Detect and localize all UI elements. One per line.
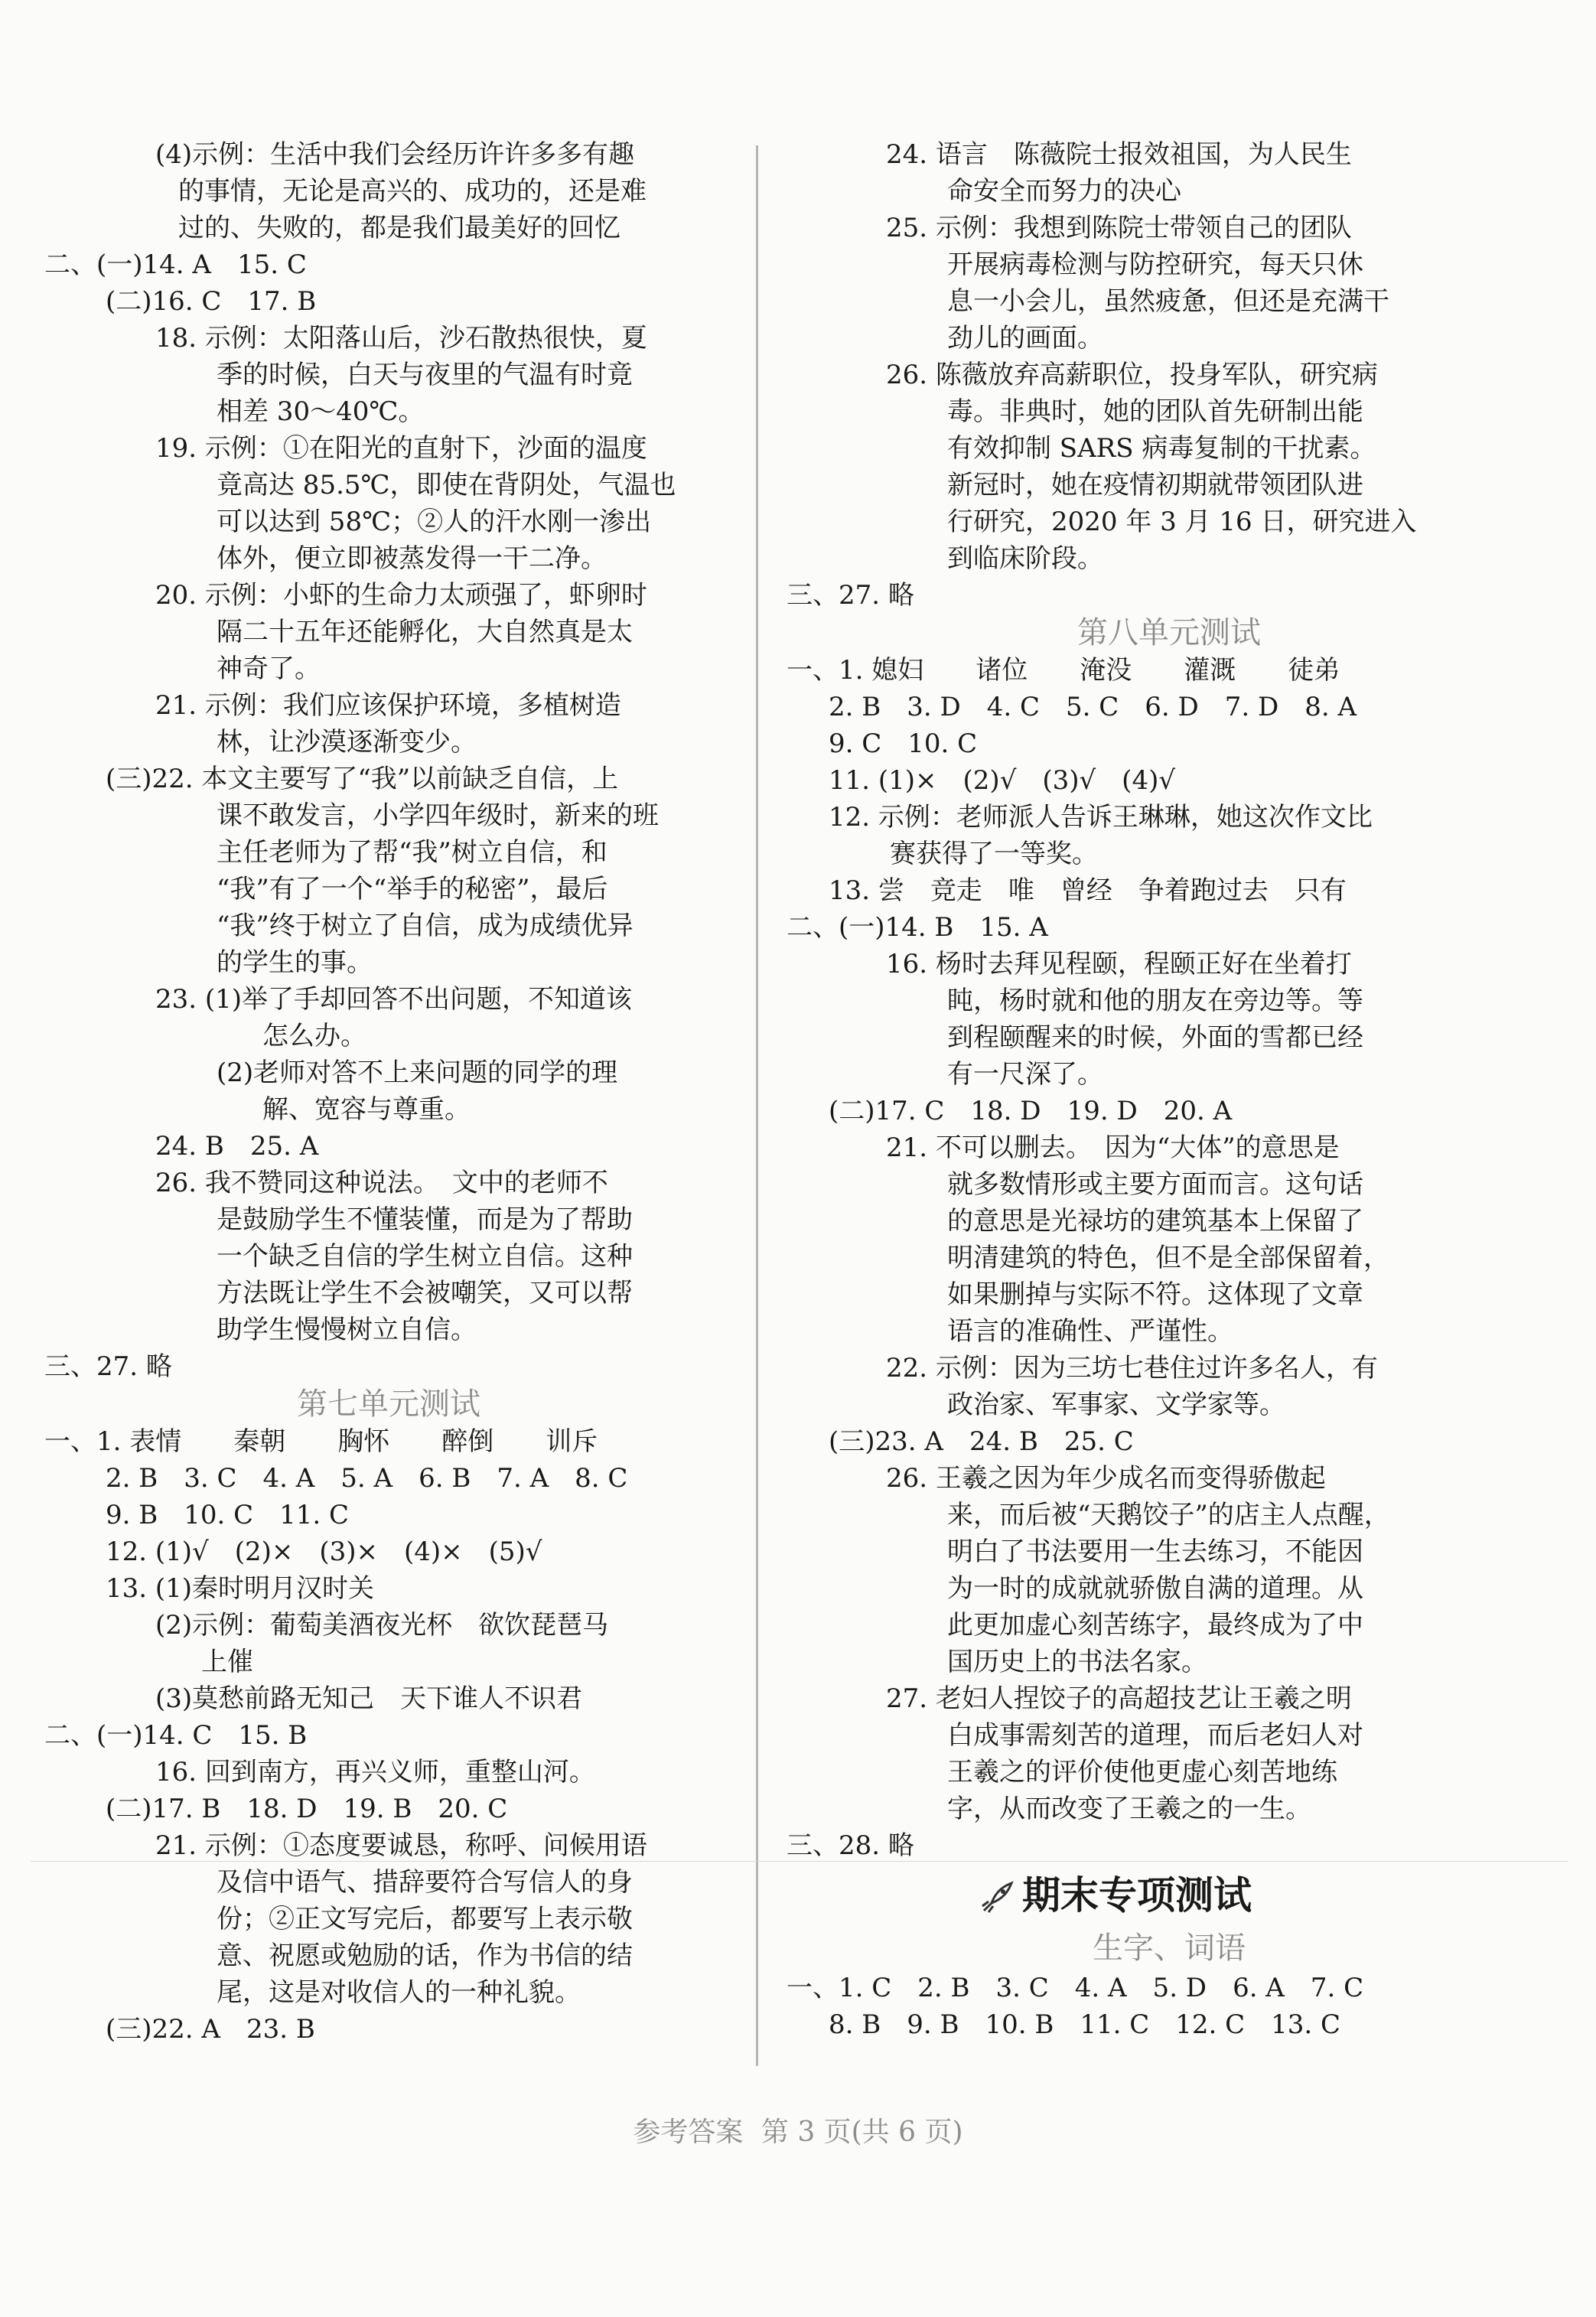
answer-line-text: 12. (1)√ (2)× (3)× (4)× (5)√ [106,1537,542,1567]
answer-line-text: 13. (1)秦时明月汉时关 [106,1573,375,1604]
answer-line-text: 25. 示例：我想到陈院士带领自己的团队 [886,213,1352,243]
answer-line [44,1937,733,1974]
answer-line-text: (二)17. C 18. D 19. D 20. A [829,1096,1233,1126]
answer-line [787,1313,1552,1350]
answer-line-text: (三)23. A 24. B 25. C [829,1426,1134,1457]
answer-line [44,871,733,908]
answer-line-text: (三)22. 本文主要写了“我”以前缺乏自信，上 [106,764,619,794]
answer-line [44,1974,733,2011]
answer-line [44,1607,733,1644]
answer-line [44,1091,733,1128]
answer-line-text: (二)17. B 18. D 19. B 20. C [106,1794,508,1824]
answer-line-text: 到临床阶段。 [947,543,1103,574]
answer-line [787,836,1552,872]
right-column [787,136,1552,2043]
answer-line-text: 就多数情形或主要方面而言。这句话 [947,1169,1363,1200]
answer-line-text: 课不敢发言，小学四年级时，新来的班 [217,800,659,831]
answer-line-text: 怎么办。 [262,1021,366,1051]
column-divider [756,145,758,2066]
answer-line-text: 方法既让学生不会被嘲笑，又可以帮 [217,1278,633,1308]
answer-line [787,467,1552,503]
answer-line [787,1240,1552,1276]
answer-line-text: 隔二十五年还能孵化，大自然真是太 [217,617,633,647]
answer-line-text: 及信中语气、措辞要符合写信人的身 [217,1867,633,1898]
answer-line [44,430,733,467]
answer-line-text: 息一小会儿，虽然疲惫，但还是充满干 [947,286,1389,317]
footer-label: 参考答案 [633,2117,744,2148]
answer-line-text: 可以达到 58℃；②人的汗水刚一渗出 [217,507,652,537]
section-title-text: 第七单元测试 [297,1387,480,1422]
answer-line [44,1165,733,1201]
answer-line [44,834,733,871]
answer-line [44,724,733,761]
answer-line [787,1827,1552,1864]
answer-line [44,283,733,320]
footer-page-number: 第 3 页(共 6 页) [761,2117,963,2148]
answer-line-text: 尾，这是对收信人的一种礼貌。 [217,1977,581,2008]
answer-line [44,1901,733,1937]
answer-line-text: 11. (1)× (2)√ (3)√ (4)√ [829,765,1176,796]
answer-line-text: 王羲之的评价使他更虚心刻苦地练 [947,1757,1337,1787]
answer-line [44,1460,733,1497]
answer-line-text: 体外，便立即被蒸发得一干二净。 [217,543,607,574]
answer-line [44,1754,733,1791]
answer-line [44,357,733,393]
answer-line [787,503,1552,540]
answer-line-text: 二、(一)14. B 15. A [787,912,1048,943]
answer-line-text: 命安全而努力的决心 [947,176,1181,207]
answer-line-text: 语言的准确性、严谨性。 [947,1316,1233,1347]
answer-line-text: 一、1. C 2. B 3. C 4. A 5. D 6. A 7. C [787,1973,1364,2003]
answer-line [44,761,733,797]
answer-line-text: 字，从而改变了王羲之的一生。 [947,1794,1311,1824]
answer-line [44,2011,733,2048]
answer-line [44,320,733,357]
answer-line-text: 12. 示例：老师派人告诉王琳琳，她这次作文比 [829,802,1373,833]
answer-line [787,872,1552,909]
answer-line [787,689,1552,725]
answer-line-text: 9. B 10. C 11. C [106,1500,350,1530]
answer-line [44,136,733,173]
answer-line-text: 21. 不可以删去。 因为“大体”的意思是 [886,1132,1340,1163]
answer-line [44,1312,733,1348]
answer-line-text: 白成事需刻苦的道理，而后老妇人对 [947,1720,1363,1751]
answer-line-text: 政治家、军事家、文学家等。 [947,1390,1285,1420]
answer-line-text: 26. 陈薇放弃高薪职位，投身军队，研究病 [886,360,1378,390]
answer-line [44,614,733,650]
answer-line-text: 8. B 9. B 10. B 11. C 12. C 13. C [829,2009,1341,2040]
answer-line-text: 盹，杨时就和他的朋友在旁边等。等 [947,986,1363,1016]
answer-line-text: (2)示例：葡萄美酒夜光杯 欲饮琵琶马 [155,1610,609,1641]
answer-line-text: 赛获得了一等奖。 [890,839,1098,869]
answer-line [787,1680,1552,1717]
section-title [44,1385,733,1423]
answer-line [44,1791,733,1827]
answer-line-text: 24. B 25. A [155,1131,319,1162]
section-title-text: 第八单元测试 [1077,615,1261,650]
answer-line-text: 21. 示例：我们应该保护环境，多植树造 [155,690,621,721]
answer-line-text: 上催 [201,1647,253,1677]
answer-line [787,577,1552,614]
answer-line [787,283,1552,320]
answer-line [44,1570,733,1607]
scan-fold-line [31,1861,1568,1862]
answer-line [787,1460,1552,1497]
answer-line-text: 26. 我不赞同这种说法。 文中的老师不 [155,1168,608,1198]
answer-line [787,357,1552,393]
answer-line [787,1276,1552,1313]
answer-line-text: (4)示例：生活中我们会经历许许多多有趣 [155,139,635,170]
answer-line [44,1054,733,1091]
answer-line-text: (二)16. C 17. B [106,286,317,317]
answer-line [44,1128,733,1165]
answer-line-text: 一、1. 表情 秦朝 胸怀 醉倒 训斥 [44,1426,598,1457]
answer-line-text: 明白了书法要用一生去练习，不能因 [947,1537,1363,1567]
answer-line [44,577,733,614]
answer-line [44,944,733,981]
answer-line-text: 份；②正文写完后，都要写上表示敬 [217,1904,633,1934]
answer-line [787,540,1552,577]
page-footer [0,2110,1596,2149]
answer-line-text: 行研究，2020 年 3 月 16 日，研究进入 [947,507,1417,537]
answer-line [787,983,1552,1019]
answer-line [44,1644,733,1680]
answer-line [787,1423,1552,1460]
answer-line-text: 26. 王羲之因为年少成名而变得骄傲起 [886,1463,1326,1494]
answer-line [787,1387,1552,1423]
answer-line [44,467,733,503]
answer-line-text: 助学生慢慢树立自信。 [217,1315,477,1345]
answer-line-text: 三、27. 略 [44,1351,172,1382]
answer-line-text: (2)老师对答不上来问题的同学的理 [217,1057,618,1088]
answer-line [787,320,1552,357]
subsection-title [787,1927,1552,1970]
answer-line-text: 过的、失败的，都是我们最美好的回忆 [178,213,620,243]
answer-line [44,908,733,944]
answer-line [44,1864,733,1901]
answer-line [44,1348,733,1385]
answer-line [787,1570,1552,1607]
answer-line-text: 意、祝愿或勉励的话，作为书信的结 [217,1941,633,1971]
answer-line-text: 林，让沙漠逐渐变少。 [217,727,477,758]
answer-line-text: 的事情，无论是高兴的、成功的，还是难 [178,176,647,207]
answer-line [44,210,733,246]
answer-line [787,652,1552,689]
answer-line-text: 20. 示例：小虾的生命力太顽强了，虾卵时 [155,580,647,611]
answer-line-text: 季的时候，白天与夜里的气温有时竟 [217,360,633,390]
answer-line [44,1680,733,1717]
answer-line [44,981,733,1018]
answer-line [787,1644,1552,1680]
final-test-heading [787,1864,1552,1927]
answer-line-text: 新冠时，她在疫情初期就带领团队进 [947,470,1363,500]
answer-line [44,503,733,540]
answer-line-text: 解、宽容与尊重。 [262,1094,471,1125]
answer-line [44,540,733,577]
answer-line-text: 开展病毒检测与防控研究，每天只休 [947,249,1363,280]
answer-line [787,725,1552,762]
left-column [44,136,733,2048]
answer-line-text: 明清建筑的特色，但不是全部保留着， [947,1243,1389,1273]
answer-line-text: 劲儿的画面。 [947,323,1103,354]
answer-line [787,1093,1552,1129]
answer-line-text: 二、(一)14. A 15. C [44,249,307,280]
answer-line [44,1717,733,1754]
answer-line [44,1827,733,1864]
answer-line [787,1970,1552,2006]
final-test-heading-text: 期末专项测试 [1022,1873,1252,1918]
answer-line [787,1791,1552,1827]
answer-line [787,946,1552,983]
answer-line-text: 如果删掉与实际不符。这体现了文章 [947,1279,1363,1310]
answer-line-text: 是鼓励学生不懂装懂，而是为了帮助 [217,1204,633,1235]
answer-line-text: 来，而后被“天鹅饺子”的店主人点醒， [947,1500,1390,1530]
answer-line [44,1018,733,1054]
answer-line-text: 相差 30～40℃。 [217,396,425,427]
answer-line [787,909,1552,946]
answer-line-text: 此更加虚心刻苦练字，最终成为了中 [947,1610,1363,1641]
answer-line [44,1275,733,1312]
answer-line [787,1717,1552,1754]
answer-line [787,1607,1552,1644]
answer-line-text: 21. 示例：①态度要诚恳，称呼、问候用语 [155,1830,647,1861]
answer-line [44,1201,733,1238]
answer-line [787,1056,1552,1093]
answer-line [787,1497,1552,1533]
answer-line-text: 18. 示例：太阳落山后，沙石散热很快，夏 [155,323,647,354]
answer-line-text: 国历史上的书法名家。 [947,1647,1207,1677]
answer-line [44,1423,733,1460]
answer-line [787,246,1552,283]
answer-line-text: 27. 老妇人捏饺子的高超技艺让王羲之明 [886,1683,1352,1714]
answer-line [787,1533,1552,1570]
answer-line-text: 2. B 3. D 4. C 5. C 6. D 7. D 8. A [829,692,1357,722]
answer-line-text: 三、27. 略 [787,580,914,611]
answer-line [787,393,1552,430]
answer-line [787,136,1552,173]
answer-line-text: 为一时的成就就骄傲自满的道理。从 [947,1573,1363,1604]
section-title [787,614,1552,652]
answer-line [44,246,733,283]
answer-line-text: 16. 回到南方，再兴义师，重整山河。 [155,1757,595,1787]
answer-line [787,430,1552,467]
answer-line [44,797,733,834]
answer-line [787,799,1552,836]
answer-line [44,650,733,687]
answer-line-text: 的意思是光禄坊的建筑基本上保留了 [947,1206,1363,1237]
answer-line [787,1203,1552,1240]
answer-line [44,393,733,430]
answer-line-text: 的学生的事。 [217,947,373,978]
answer-line-text: 24. 语言 陈薇院士报效祖国，为人民生 [886,139,1352,170]
answer-line [44,1533,733,1570]
answer-line-text: 2. B 3. C 4. A 5. A 6. B 7. A 8. C [106,1463,628,1494]
answer-line [787,173,1552,210]
answer-line-text: 到程颐醒来的时候，外面的雪都已经 [947,1022,1363,1053]
answer-line-text: “我”有了一个“举手的秘密”，最后 [217,874,608,904]
answer-line-text: (三)22. A 23. B [106,2014,315,2045]
answer-line-text: 三、28. 略 [787,1830,914,1861]
answer-line [44,1497,733,1533]
answer-line [787,1129,1552,1166]
answer-line-text: 19. 示例：①在阳光的直射下，沙面的温度 [155,433,647,464]
answer-line-text: 23. (1)举了手却回答不出问题，不知道该 [155,984,633,1015]
answer-line-text: 16. 杨时去拜见程颐，程颐正好在坐着打 [886,949,1352,979]
answer-line-text: 一、1. 媳妇 诸位 淹没 灌溉 徒弟 [787,655,1340,686]
answer-line-text: (3)莫愁前路无知己 天下谁人不识君 [155,1683,583,1714]
answer-line [44,173,733,210]
answer-line-text: 22. 示例：因为三坊七巷住过许多名人，有 [886,1353,1378,1383]
answer-line-text: 9. C 10. C [829,728,978,759]
answer-line-text: 有效抑制 SARS 病毒复制的干扰素。 [947,433,1376,464]
answer-line-text: 13. 尝 竞走 唯 曾经 争着跑过去 只有 [829,875,1347,906]
answer-line [787,210,1552,246]
answer-line-text: 一个缺乏自信的学生树立自信。这种 [217,1241,633,1272]
answer-line-text: 神奇了。 [217,653,321,684]
answer-line-text: “我”终于树立了自信，成为成绩优异 [217,911,634,941]
answer-line-text: 毒。非典时，她的团队首先研制出能 [947,396,1363,427]
answer-line-text: 竟高达 85.5℃，即使在背阴处，气温也 [217,470,676,500]
answer-line [44,687,733,724]
rocket-icon [978,1880,1015,1917]
answer-line [787,1754,1552,1791]
answer-line [787,1019,1552,1056]
answer-line [787,762,1552,799]
answer-line [44,1238,733,1275]
answer-line-text: 有一尺深了。 [947,1059,1103,1090]
subsection-title-text: 生字、词语 [1093,1931,1246,1966]
answer-line [787,1166,1552,1203]
answer-line [787,2006,1552,2043]
answer-line-text: 主任老师为了帮“我”树立自信，和 [217,837,607,868]
answer-line-text: 二、(一)14. C 15. B [44,1720,308,1751]
answer-line [787,1350,1552,1387]
